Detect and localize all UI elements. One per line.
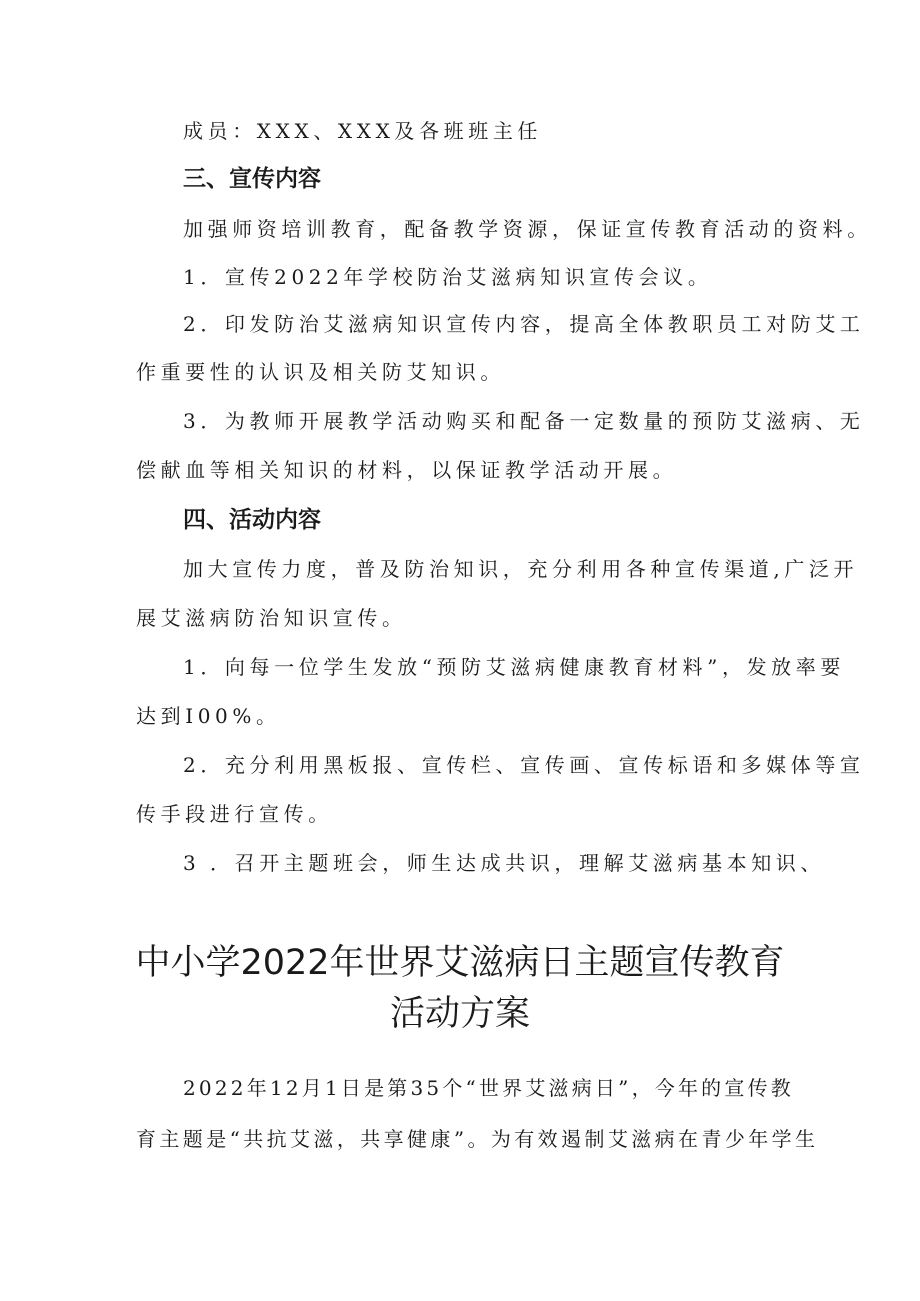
list-item-continuation: 作重要性的认识及相关防艾知识。 bbox=[136, 360, 505, 384]
paragraph: 2022年12月1日是第35个“世界艾滋病日”，今年的宣传教 bbox=[183, 1076, 794, 1100]
members-line: 成员：XXX、XXX及各班班主任 bbox=[183, 119, 543, 143]
list-item: 2．印发防治艾滋病知识宣传内容，提高全体教职员工对防艾工 bbox=[183, 312, 865, 336]
list-item-number: 3 bbox=[183, 851, 201, 875]
list-item-continuation: 偿献血等相关知识的材料，以保证教学活动开展。 bbox=[136, 458, 678, 482]
list-item: 2．充分利用黑板报、宣传栏、宣传画、宣传标语和多媒体等宣 bbox=[183, 753, 865, 777]
list-item: 3．为教师开展教学活动购买和配备一定数量的预防艾滋病、无 bbox=[183, 409, 865, 433]
list-item-continuation: 达到I00%。 bbox=[136, 704, 281, 728]
paragraph-continuation: 展艾滋病防治知识宣传。 bbox=[136, 606, 407, 630]
list-item: 1．宣传2022年学校防治艾滋病知识宣传会议。 bbox=[183, 265, 713, 289]
list-item-continuation: 传手段进行宣传。 bbox=[136, 802, 333, 826]
section-heading-4: 四、活动内容 bbox=[183, 507, 321, 533]
document-title: 中小学2022年世界艾滋病日主题宣传教育 bbox=[135, 943, 785, 983]
list-item: 1．向每一位学生发放“预防艾滋病健康教育材料”，发放率要 bbox=[183, 655, 845, 679]
paragraph-continuation: 育主题是“共抗艾滋，共享健康”。为有效遏制艾滋病在青少年学生 bbox=[136, 1127, 819, 1151]
document-title-line2: 活动方案 bbox=[389, 994, 530, 1034]
paragraph: 加大宣传力度，普及防治知识，充分利用各种宣传渠道,广泛开 bbox=[183, 557, 859, 581]
paragraph: 加强师资培训教育，配备教学资源，保证宣传教育活动的资料。 bbox=[183, 217, 872, 241]
section-heading-3: 三、宣传内容 bbox=[183, 166, 321, 192]
list-item: ．召开主题班会，师生达成共识，理解艾滋病基本知识、 bbox=[210, 851, 825, 875]
